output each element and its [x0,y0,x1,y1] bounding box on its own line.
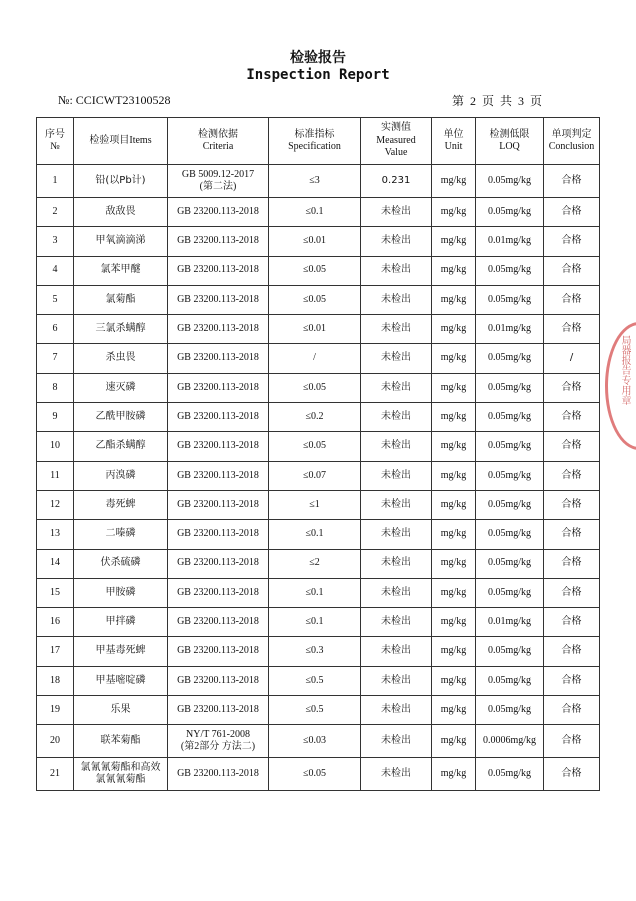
conclusion-cell: 合格 [544,696,600,725]
cell-line: NY/T 761-2008 [186,728,250,740]
table-row [37,666,600,695]
header-line: 检测低限 [489,128,530,140]
seal-stamp-text: 局器报告专用章 [619,335,630,405]
loq-cell: 0.05mg/kg [476,256,544,285]
criteria-cell: GB 23200.113-2018 [168,198,269,227]
unit-cell: mg/kg [432,490,476,519]
criteria-cell [168,165,269,198]
unit-cell: mg/kg [432,373,476,402]
report-title-cn: 检验报告 [290,50,346,66]
conclusion-cell: 合格 [544,758,600,791]
criteria-cell: GB 23200.113-2018 [168,608,269,637]
conclusion-cell: 合格 [544,461,600,490]
cell-line: (第二法) [199,181,237,192]
measured-value: 未检出 [361,696,432,725]
item-name: 甲基嘧啶磷 [74,666,168,695]
measured-value: 未检出 [361,608,432,637]
header-line: LOQ [499,141,520,152]
header-line: Value [384,147,408,159]
measured-value: 未检出 [361,520,432,549]
loq-cell: 0.05mg/kg [476,549,544,578]
row-number: 17 [37,637,74,666]
loq-cell: 0.05mg/kg [476,461,544,490]
header-line: 检测依据 [198,128,238,140]
criteria-cell: GB 23200.113-2018 [168,403,269,432]
measured-value: 未检出 [361,227,432,256]
row-number: 20 [37,725,74,758]
unit-cell: mg/kg [432,165,476,198]
criteria-cell: GB 23200.113-2018 [168,373,269,402]
measured-value: 未检出 [361,403,432,432]
row-number: 6 [37,315,74,344]
spec-cell: ≤0.05 [269,285,361,314]
unit-cell: mg/kg [432,227,476,256]
spec-cell: ≤2 [269,549,361,578]
measured-value: 未检出 [361,315,432,344]
table-row [37,315,600,344]
row-number: 7 [37,344,74,373]
spec-cell: / [269,344,361,373]
conclusion-cell: 合格 [544,637,600,666]
unit-cell: mg/kg [432,432,476,461]
cell-line: 氯氰氰菊酯和高效 [80,761,161,773]
criteria-cell: GB 23200.113-2018 [168,666,269,695]
unit-cell: mg/kg [432,608,476,637]
spec-cell: ≤3 [269,165,361,198]
loq-cell: 0.01mg/kg [476,315,544,344]
spec-cell: ≤0.03 [269,725,361,758]
header-line: 标准指标 [294,128,335,140]
page-indicator: 第 2 页 共 3 页 [452,94,543,108]
loq-cell: 0.05mg/kg [476,373,544,402]
cell-line: GB 5009.12-2017 [181,168,255,180]
header-line: Criteria [202,141,234,152]
measured-value: 未检出 [361,549,432,578]
row-number: 13 [37,520,74,549]
conclusion-cell: 合格 [544,165,600,198]
criteria-cell: GB 23200.113-2018 [168,285,269,314]
measured-value: 未检出 [361,285,432,314]
conclusion-cell: 合格 [544,373,600,402]
spec-cell: ≤0.01 [269,227,361,256]
item-name: 甲拌磷 [74,608,168,637]
row-number: 5 [37,285,74,314]
table-row [37,227,600,256]
row-number: 15 [37,578,74,607]
table-row [37,490,600,519]
measured-value: 未检出 [361,725,432,758]
row-number: 11 [37,461,74,490]
header-col-conclusion [544,118,600,165]
row-number: 10 [37,432,74,461]
criteria-cell: GB 23200.113-2018 [168,227,269,256]
table-row [37,725,600,758]
criteria-cell: GB 23200.113-2018 [168,461,269,490]
item-name: 乐果 [74,696,168,725]
row-number: 2 [37,198,74,227]
cell-line: (第2部分 方法二) [180,741,256,753]
row-number: 14 [37,549,74,578]
measured-value: 未检出 [361,758,432,791]
spec-cell: ≤0.01 [269,315,361,344]
item-name: 敌敌畏 [74,198,168,227]
item-name: 乙酯杀螨醇 [74,432,168,461]
criteria-cell: GB 23200.113-2018 [168,432,269,461]
item-name: 三氯杀螨醇 [74,315,168,344]
criteria-cell: GB 23200.113-2018 [168,315,269,344]
unit-cell: mg/kg [432,549,476,578]
criteria-cell: GB 23200.113-2018 [168,344,269,373]
conclusion-cell: / [544,344,600,373]
unit-cell: mg/kg [432,403,476,432]
conclusion-cell: 合格 [544,315,600,344]
table-row [37,549,600,578]
item-name: 甲胺磷 [74,578,168,607]
conclusion-cell: 合格 [544,666,600,695]
measured-value: 未检出 [361,373,432,402]
conclusion-cell: 合格 [544,432,600,461]
measured-value: 未检出 [361,666,432,695]
spec-cell: ≤0.05 [269,432,361,461]
row-number: 8 [37,373,74,402]
header-line: 实测值 [381,122,411,134]
loq-cell: 0.05mg/kg [476,344,544,373]
unit-cell: mg/kg [432,315,476,344]
table-row [37,461,600,490]
item-name: 乙酰甲胺磷 [74,403,168,432]
measured-value: 未检出 [361,344,432,373]
conclusion-cell: 合格 [544,725,600,758]
header-line: 检验项目Items [89,134,152,146]
item-name: 氯菊酯 [74,285,168,314]
spec-cell: ≤0.1 [269,578,361,607]
spec-cell: ≤0.5 [269,696,361,725]
spec-cell: ≤0.07 [269,461,361,490]
table-row [37,637,600,666]
conclusion-cell: 合格 [544,490,600,519]
item-name: 铅(以Pb计) [74,165,168,198]
unit-cell: mg/kg [432,637,476,666]
unit-cell: mg/kg [432,666,476,695]
item-name [74,758,168,791]
item-name: 丙溴磷 [74,461,168,490]
header-col-spec [269,118,361,165]
table-row [37,344,600,373]
header-line: Conclusion [548,141,595,152]
header-line: № [50,141,60,152]
table-row [37,165,600,198]
item-name: 联苯菊酯 [74,725,168,758]
table-row [37,198,600,227]
measured-value: 未检出 [361,490,432,519]
row-number: 9 [37,403,74,432]
spec-cell: ≤0.5 [269,666,361,695]
table-row [37,578,600,607]
criteria-cell: GB 23200.113-2018 [168,696,269,725]
conclusion-cell: 合格 [544,549,600,578]
loq-cell: 0.01mg/kg [476,227,544,256]
row-number: 12 [37,490,74,519]
table-body [37,165,600,791]
item-name: 杀虫畏 [74,344,168,373]
header-col-criteria [168,118,269,165]
unit-cell: mg/kg [432,198,476,227]
row-number: 4 [37,256,74,285]
loq-cell: 0.05mg/kg [476,165,544,198]
loq-cell: 0.05mg/kg [476,578,544,607]
conclusion-cell: 合格 [544,520,600,549]
unit-cell: mg/kg [432,256,476,285]
loq-cell: 0.05mg/kg [476,403,544,432]
measured-value: 未检出 [361,461,432,490]
unit-cell: mg/kg [432,344,476,373]
header-col-measured [361,118,432,165]
conclusion-cell: 合格 [544,198,600,227]
item-name: 毒死蜱 [74,490,168,519]
item-name: 氯苯甲醚 [74,256,168,285]
header-line: 序号 [45,128,65,140]
report-title-en: Inspection Report [246,67,390,83]
criteria-cell: GB 23200.113-2018 [168,520,269,549]
spec-cell: ≤0.05 [269,758,361,791]
loq-cell: 0.05mg/kg [476,285,544,314]
criteria-cell: GB 23200.113-2018 [168,256,269,285]
unit-cell: mg/kg [432,461,476,490]
loq-cell: 0.01mg/kg [476,608,544,637]
cell-line: 氯氰氰菊酯 [95,774,146,786]
conclusion-cell: 合格 [544,403,600,432]
row-number: 21 [37,758,74,791]
loq-cell: 0.05mg/kg [476,696,544,725]
row-number: 18 [37,666,74,695]
criteria-cell: GB 23200.113-2018 [168,549,269,578]
conclusion-cell: 合格 [544,608,600,637]
conclusion-cell: 合格 [544,256,600,285]
row-number: 1 [37,165,74,198]
loq-cell: 0.05mg/kg [476,520,544,549]
row-number: 16 [37,608,74,637]
table-row [37,608,600,637]
header-col-unit [432,118,476,165]
loq-cell: 0.05mg/kg [476,432,544,461]
item-name: 伏杀硫磷 [74,549,168,578]
table-row [37,373,600,402]
measured-value: 未检出 [361,256,432,285]
item-name: 甲基毒死蜱 [74,637,168,666]
loq-cell: 0.05mg/kg [476,198,544,227]
unit-cell: mg/kg [432,285,476,314]
item-name: 甲氧滴滴涕 [74,227,168,256]
unit-cell: mg/kg [432,578,476,607]
spec-cell: ≤0.1 [269,198,361,227]
conclusion-cell: 合格 [544,578,600,607]
header-col-no [37,118,74,165]
measured-value: 未检出 [361,578,432,607]
measured-value: 未检出 [361,432,432,461]
spec-cell: ≤0.1 [269,608,361,637]
table-row [37,696,600,725]
table-header-row [37,118,600,165]
table-row [37,403,600,432]
measured-value: 未检出 [361,637,432,666]
criteria-cell: GB 23200.113-2018 [168,758,269,791]
header-col-item [74,118,168,165]
header-line: 单项判定 [551,128,592,140]
loq-cell: 0.0006mg/kg [476,725,544,758]
conclusion-cell: 合格 [544,285,600,314]
header-line: 单位 [443,128,464,140]
unit-cell: mg/kg [432,725,476,758]
spec-cell: ≤0.1 [269,520,361,549]
loq-cell: 0.05mg/kg [476,637,544,666]
unit-cell: mg/kg [432,696,476,725]
table-row [37,432,600,461]
item-name: 二嗪磷 [74,520,168,549]
header-line: Specification [288,141,341,152]
inspection-results-table [36,117,600,791]
header-line: Unit [444,141,463,152]
measured-value: 0.231 [361,165,432,198]
measured-value: 未检出 [361,198,432,227]
spec-cell: ≤0.05 [269,256,361,285]
spec-cell: ≤0.05 [269,373,361,402]
loq-cell: 0.05mg/kg [476,490,544,519]
row-number: 3 [37,227,74,256]
conclusion-cell: 合格 [544,227,600,256]
unit-cell: mg/kg [432,758,476,791]
spec-cell: ≤0.3 [269,637,361,666]
item-name: 速灭磷 [74,373,168,402]
criteria-cell [168,725,269,758]
criteria-cell: GB 23200.113-2018 [168,637,269,666]
table-row [37,285,600,314]
spec-cell: ≤0.2 [269,403,361,432]
unit-cell: mg/kg [432,520,476,549]
table-row [37,256,600,285]
criteria-cell: GB 23200.113-2018 [168,490,269,519]
header-line: Measured [376,134,416,146]
report-number: №: CCICWT23100528 [58,93,171,107]
criteria-cell: GB 23200.113-2018 [168,578,269,607]
loq-cell: 0.05mg/kg [476,758,544,791]
header-col-loq [476,118,544,165]
loq-cell: 0.05mg/kg [476,666,544,695]
table-row [37,758,600,791]
spec-cell: ≤1 [269,490,361,519]
table-row [37,520,600,549]
row-number: 19 [37,696,74,725]
